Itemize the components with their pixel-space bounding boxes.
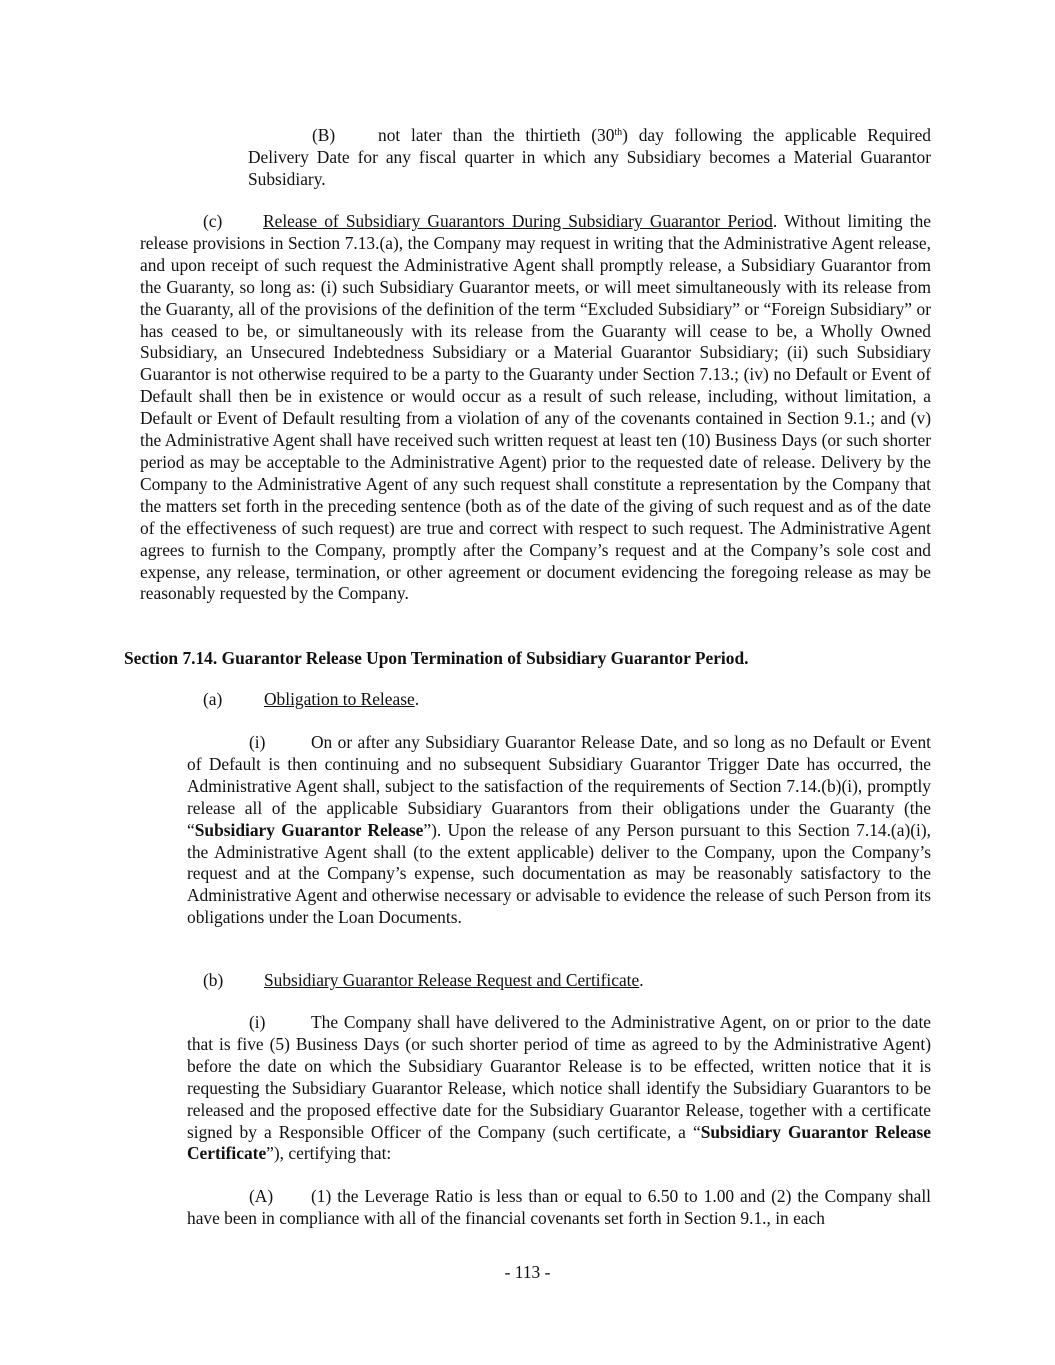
paragraph-label: (i) (249, 1012, 266, 1032)
paragraph-label: (c) (203, 211, 223, 231)
paragraph-a-obligation: (a) Obligation to Release. (203, 689, 420, 709)
paragraph-label: (b) (203, 970, 224, 990)
section-heading: Section 7.14. Guarantor Release Upon Termination of Subsidiary Guarantor Period. (124, 648, 749, 668)
paragraph-c-release: (c) Release of Subsidiary Guarantors During Subsidiary Guarantor Period. Without limiting the release provisions in Section 7.13.(a), the Company may request in writing that the Administrative Agent release, and upon receipt of such request the Administrative Agent shall promptly release, a Subsidiary Guarantor from the Guaranty, so long as: (i) such Subsidiary Guarantor meets, or will meet simultaneously with its release from the Guaranty, all of the provisions of the definition of the term “Excluded Subsidiary” or “Foreign Subsidiary” or has ceased to be, or simultaneously with its release from the Guaranty will cease to be, a Wholly Owned Subsidiary, an Unsecured Indebtedness Subsidiary or a Material Guarantor Subsidiary; (ii) such Subsidiary Guarantor is not otherwise required to be a party to the Guaranty under Section 7.13.; (iv) no Default or Event of Default shall then be in existence or would occur as a result of such release, including, without limitation, a Default or Event of Default resulting from a violation of any of the covenants contained in Section 9.1.; and (v) the Administrative Agent shall have received such written request at least ten (10) Business Days (or such shorter period as may be acceptable to the Administrative Agent) prior to the requested date of release. Delivery by the Company to the Administrative Agent of any such request shall constitute a representation by the Company that the matters set forth in the preceding sentence (both as of the date of the giving of such request and as of the date of the effectiveness of such request) are true and correct with respect to such request. The Administrative Agent agrees to furnish to the Company, promptly after the Company’s request and at the Company’s sole cost and expense, any release, termination, or other agreement or document evidencing the foregoing release as may be reasonably requested by the Company. (140, 211, 931, 604)
paragraph-label: (i) (249, 732, 266, 752)
paragraph-b-delivery: (B) not later than the thirtieth (30th) day following the applicable Required Delivery Date for any fiscal quarter in which any Subsidiary becomes a Material Guarantor Subsidiary. (248, 125, 931, 189)
paragraph-label: (B) (312, 125, 336, 145)
paragraph-a-i: (i) On or after any Subsidiary Guarantor Release Date, and so long as no Default or Event of Default is then continuing and no subsequent Subsidiary Guarantor Trigger Date has occurred, the Administrative Agent shall, subject to the satisfaction of the requirements of Section 7.14.(b)(i), promptly release all of the applicable Subsidiary Guarantors from their obligations under the Guaranty (the “Subsidiary Guarantor Release”). Upon the release of any Person pursuant to this Section 7.14.(a)(i), the Administrative Agent shall (to the extent applicable) deliver to the Company, upon the Company’s request and at the Company’s expense, such documentation as may be reasonably satisfactory to the Administrative Agent and otherwise necessary or advisable to evidence the release of such Person from its obligations under the Loan Documents. (187, 732, 931, 928)
defined-term: Subsidiary Guarantor Release Certificate (187, 1121, 931, 1164)
paragraph-label: (a) (203, 689, 223, 709)
paragraph-title: Subsidiary Guarantor Release Request and Certificate (264, 970, 640, 990)
paragraph-title: Obligation to Release (264, 689, 415, 709)
paragraph-title: Release of Subsidiary Guarantors During Subsidiary Guarantor Period (263, 211, 773, 231)
paragraph-A-leverage: (A) (1) the Leverage Ratio is less than or equal to 6.50 to 1.00 and (2) the Company shall have been in compliance with all of the financial covenants set forth in Section 9.1., in each (187, 1186, 931, 1228)
defined-term: Subsidiary Guarantor Release (194, 819, 424, 840)
paragraph-b-i: (i) The Company shall have delivered to the Administrative Agent, on or prior to the date that is five (5) Business Days (or such shorter period of time as agreed to by the Administrative Agent) before the date on which the Subsidiary Guarantor Release is to be effected, written notice that it is requesting the Subsidiary Guarantor Release, which notice shall identify the Subsidiary Guarantors to be released and the proposed effective date for the Subsidiary Guarantor Release, together with a certificate signed by a Responsible Officer of the Company (such certificate, a “Subsidiary Guarantor Release Certificate”), certifying that: (187, 1012, 931, 1164)
page-number: - 113 - (504, 1262, 551, 1282)
paragraph-b-request: (b) Subsidiary Guarantor Release Request and Certificate. (203, 970, 644, 990)
paragraph-label: (A) (249, 1186, 274, 1206)
